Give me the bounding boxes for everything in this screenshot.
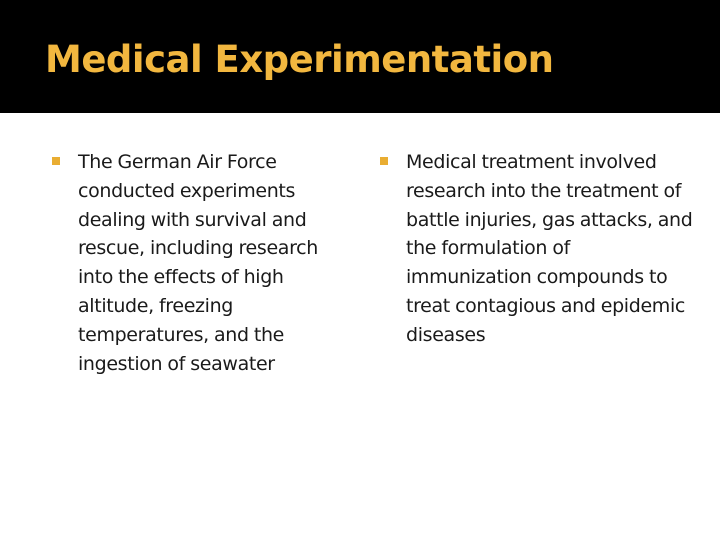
square-bullet-icon xyxy=(52,157,60,165)
title-band xyxy=(0,0,720,113)
square-bullet-icon xyxy=(380,157,388,165)
left-column xyxy=(52,148,352,378)
bullet-text: The German Air Force conducted experiments dealing with survival and rescue, including research into the effects of high altitude, freezing temperatures, and the ingestion of seawater xyxy=(78,151,318,375)
bullet-text: Medical treatment involved research into the treatment of battle injuries, gas attacks, and the formulation of immunization compounds to treat contagious and epidemic diseases xyxy=(406,151,693,346)
bullet-item xyxy=(380,148,700,350)
bullet-item xyxy=(52,148,352,378)
slide-title: Medical Experimentation xyxy=(45,38,554,81)
right-column xyxy=(380,148,700,350)
